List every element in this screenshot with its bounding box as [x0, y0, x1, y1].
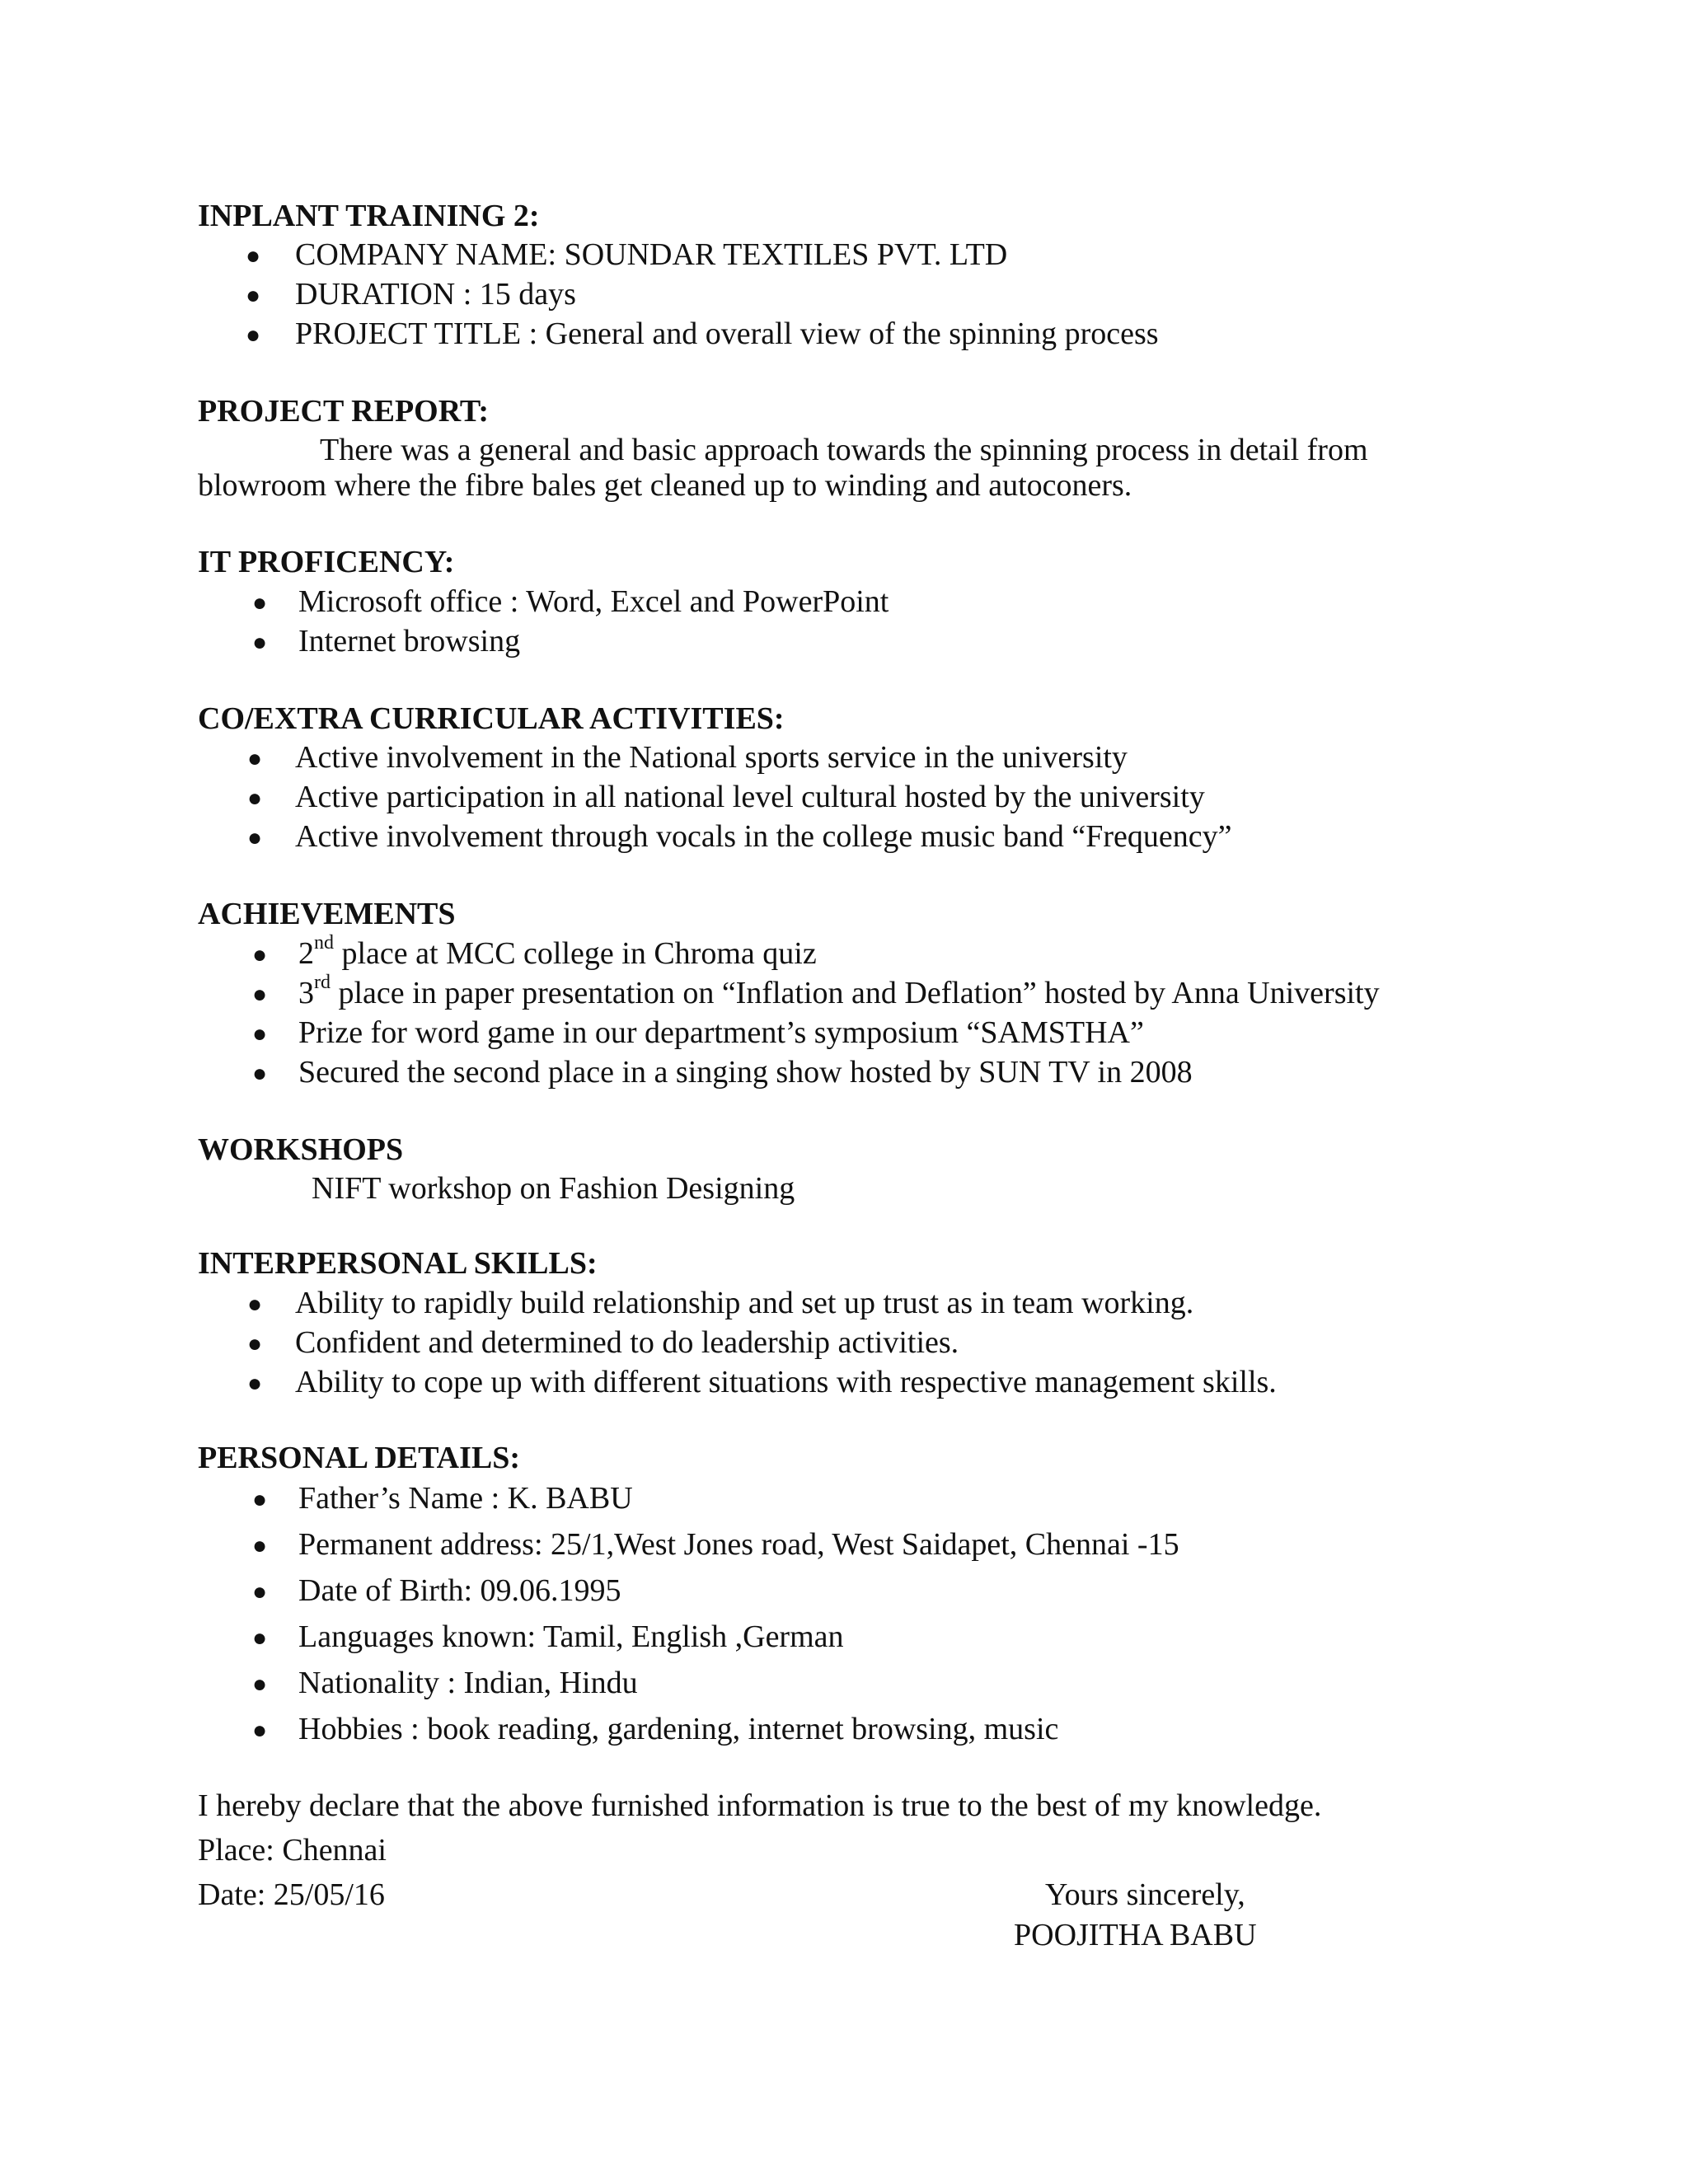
bullet-icon: ●: [252, 981, 268, 1008]
closing-text: Yours sincerely,: [1045, 1877, 1245, 1912]
section-heading-achievements: ACHIEVEMENTS: [198, 897, 456, 931]
bullet-icon: ●: [252, 1532, 268, 1559]
list-item: COMPANY NAME: SOUNDAR TEXTILES PVT. LTD: [295, 237, 1008, 272]
date-text: Date: 25/05/16: [198, 1877, 385, 1912]
section-heading-project-report: PROJECT REPORT:: [198, 394, 490, 429]
bullet-icon: ●: [247, 824, 263, 851]
bullet-icon: ●: [247, 785, 263, 812]
bullet-icon: ●: [252, 1486, 268, 1513]
bullet-icon: ●: [246, 321, 261, 349]
declaration-text: I hereby declare that the above furnished information is true to the best of my knowledge.: [198, 1788, 1322, 1823]
list-item: Nationality : Indian, Hindu: [298, 1666, 638, 1700]
list-item: Active participation in all national level cultural hosted by the university: [295, 780, 1205, 814]
list-item: Active involvement through vocals in the college music band “Frequency”: [295, 819, 1232, 854]
bullet-icon: ●: [252, 589, 268, 616]
list-item: PROJECT TITLE : General and overall view of the spinning process: [295, 316, 1159, 351]
list-item: Confident and determined to do leadership activities.: [295, 1325, 959, 1360]
bullet-icon: ●: [252, 1671, 268, 1698]
bullet-icon: ●: [252, 1060, 268, 1087]
list-item: Father’s Name : K. BABU: [298, 1481, 633, 1516]
workshop-text: NIFT workshop on Fashion Designing: [312, 1171, 795, 1206]
list-item: Active involvement in the National sports service in the university: [295, 740, 1128, 775]
list-item: Permanent address: 25/1,West Jones road, West Saidapet, Chennai -15: [298, 1527, 1179, 1562]
section-heading-inplant-training: INPLANT TRAINING 2:: [198, 199, 540, 233]
bullet-icon: ●: [247, 1330, 263, 1357]
list-item: Languages known: Tamil, English ,German: [298, 1619, 844, 1654]
signature-name: POOJITHA BABU: [1014, 1918, 1257, 1952]
bullet-icon: ●: [252, 629, 268, 656]
list-item: Internet browsing: [298, 624, 521, 658]
bullet-icon: ●: [246, 282, 261, 309]
bullet-icon: ●: [252, 941, 268, 968]
bullet-icon: ●: [252, 1717, 268, 1744]
bullet-icon: ●: [247, 1291, 263, 1318]
section-heading-workshops: WORKSHOPS: [198, 1132, 404, 1167]
list-item: 2nd place at MCC college in Chroma quiz: [298, 932, 817, 971]
section-heading-it-proficiency: IT PROFICENCY:: [198, 545, 455, 579]
section-heading-interpersonal-skills: INTERPERSONAL SKILLS:: [198, 1246, 598, 1281]
list-item: Prize for word game in our department’s symposium “SAMSTHA”: [298, 1015, 1144, 1050]
section-heading-activities: CO/EXTRA CURRICULAR ACTIVITIES:: [198, 701, 785, 736]
list-item: Microsoft office : Word, Excel and PowerPoint: [298, 584, 889, 619]
bullet-icon: ●: [246, 242, 261, 269]
bullet-icon: ●: [252, 1020, 268, 1047]
bullet-icon: ●: [252, 1624, 268, 1652]
list-item: 3rd place in paper presentation on “Inflation and Deflation” hosted by Anna University: [298, 972, 1380, 1010]
bullet-icon: ●: [247, 745, 263, 772]
list-item: Ability to rapidly build relationship and set up trust as in team working.: [295, 1286, 1194, 1320]
paragraph-line: blowroom where the fibre bales get cleaned up to winding and autoconers.: [198, 468, 1132, 503]
section-heading-personal-details: PERSONAL DETAILS:: [198, 1441, 521, 1475]
list-item: Date of Birth: 09.06.1995: [298, 1573, 621, 1608]
bullet-icon: ●: [247, 1370, 263, 1397]
paragraph-line: There was a general and basic approach towards the spinning process in detail from: [320, 433, 1368, 467]
list-item: Secured the second place in a singing show hosted by SUN TV in 2008: [298, 1055, 1193, 1090]
bullet-icon: ●: [252, 1578, 268, 1605]
place-text: Place: Chennai: [198, 1833, 387, 1868]
list-item: Ability to cope up with different situations with respective management skills.: [295, 1365, 1277, 1399]
list-item: Hobbies : book reading, gardening, internet browsing, music: [298, 1712, 1059, 1746]
list-item: DURATION : 15 days: [295, 277, 576, 312]
